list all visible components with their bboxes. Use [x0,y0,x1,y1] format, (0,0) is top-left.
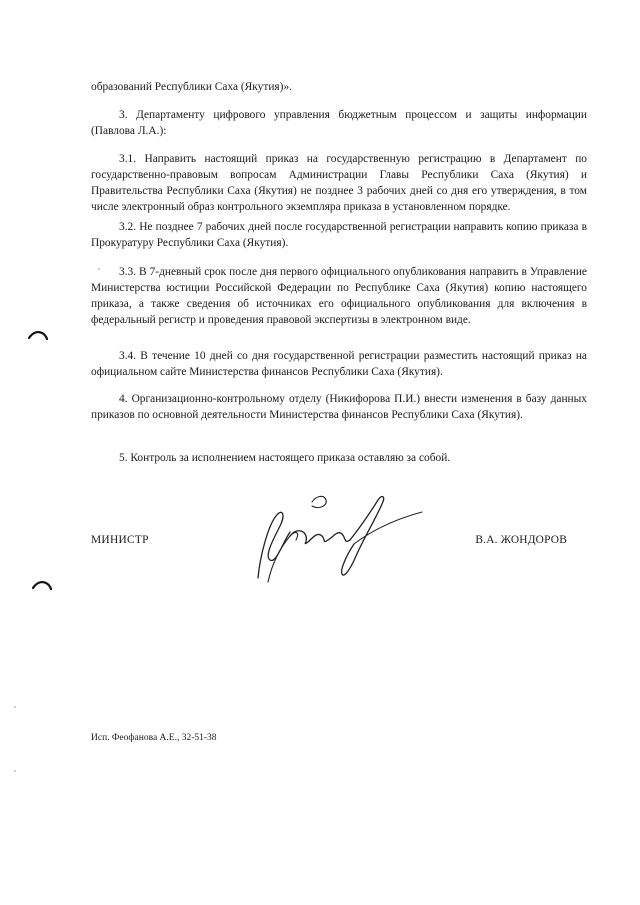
signatory-name: В.А. ЖОНДОРОВ [475,534,567,546]
paragraph-item-5: 5. Контроль за исполнением настоящего приказа оставляю за собой. [119,452,451,464]
paragraph-item-3-3: 3.3. В 7-дневный срок после дня первого официального опубликования направить в Управление Министерства юстиции Российской Федерации по Республике Саха (Якутия) копию настоящего приказа, а также сведения об источниках его официального опубликования для включения в федеральный регистр и проведения правовой экспертизы в электронном виде. [91,266,587,326]
paragraph-item-3: 3. Департаменту цифрового управления бюджетным процессом и защиты информации (Павлова Л.А.): [91,109,587,137]
hole-punch-mark-icon [32,580,52,590]
signature-block [91,534,587,554]
executor-note: Исп. Феофанова А.Е., 32-51-38 [91,733,217,743]
signatory-title: МИНИСТР [91,534,149,546]
hole-punch-mark-icon [28,330,48,340]
paragraph-item-3-2: 3.2. Не позднее 7 рабочих дней после государственной регистрации направить копию приказа в Прокуратуру Республики Саха (Якутия). [91,221,587,249]
paragraph-item-3-4: 3.4. В течение 10 дней со дня государственной регистрации разместить настоящий приказ на официальном сайте Министерства финансов Республики Саха (Якутия). [91,350,587,378]
scan-speck [14,770,16,772]
paragraph-item-3-1: 3.1. Направить настоящий приказ на государственную регистрацию в Департамент по государственно-правовым вопросам Администрации Главы Республики Саха (Якутия) и Правительства Республики Саха (Якутия) не позднее 3 рабочих дней со дня его утверждения, в том числе электронный образ контрольного экземпляра приказа в установленном порядке. [91,153,587,213]
paragraph-item-4: 4. Организационно-контрольному отделу (Никифорова П.И.) внести изменения в базу данных приказов по основной деятельности Министерства финансов Республики Саха (Якутия). [91,393,587,421]
scan-speck [98,268,100,270]
scan-speck [14,706,16,708]
paragraph-continuation: образований Республики Саха (Якутия)». [91,81,292,93]
